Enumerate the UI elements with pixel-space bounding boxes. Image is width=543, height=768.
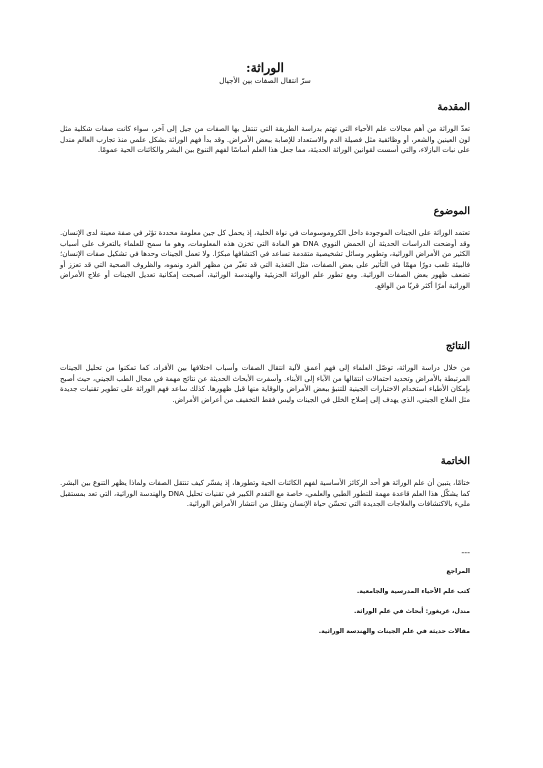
section-heading: الموضوع (433, 206, 470, 217)
references-heading: المراجع (446, 568, 470, 575)
section-results (60, 341, 470, 405)
reference-item: كتب علم الأحياء المدرسية والجامعية. (356, 588, 470, 595)
reference-item: مندل، غريغور: أبحاث في علم الوراثة. (353, 608, 470, 615)
reference-item: مقالات حديثة في علم الجينات والهندسة الوراثية. (318, 628, 470, 635)
section-topic (60, 206, 470, 292)
section-conclusion (60, 456, 470, 510)
section-paragraph: تعتمد الوراثة على الجينات الموجودة داخل الكروموسومات في نواة الخلية، إذ يحمل كل جين معلومة محددة تؤثر في صفة معينة لدى الإنسان. وقد أوضحت الدراسات الحديثة أن الحمض النووي DNA هو المادة التي تخزن هذه المعلومات، وهو ما سمح للعلماء بالتعرف على أسباب الكثير من الأمراض الوراثية، وتطوير وسائل تشخيصية متقدمة تساعد في اكتشافها مبكرًا. ولا تعمل الجينات وحدها في تشكيل صفات الإنسان؛ فالبيئة تلعب دورًا مهمًا في التأثير على بعض الصفات، مثل التغذية التي قد تغيّر من مظهر الفرد ونموه، والظروف الصحية التي قد تعزز أو تضعف ظهور بعض الصفات الوراثية. ومع تطور علم الوراثة الجزيئية والهندسة الوراثية، أصبحت إمكانية تعديل الجينات أو علاج الأمراض الوراثية أمرًا أكثر قربًا من الواقع. (60, 228, 470, 290)
document-title: الوراثة: (245, 60, 285, 75)
section-introduction (60, 102, 470, 156)
section-heading: المقدمة (437, 102, 470, 113)
references-list (60, 588, 470, 636)
section-heading: الخاتمة (440, 456, 470, 467)
section-heading: النتائج (445, 341, 470, 352)
references-block (60, 568, 470, 648)
section-paragraph: من خلال دراسة الوراثة، توصّل العلماء إلى فهم أعمق لآلية انتقال الصفات وأسباب اختلافها بين الأفراد، كما تمكنوا من تحليل الجينات المرتبطة بالأمراض وتحديد احتمالات انتقالها من الآباء إلى الأبناء. وأسفرت الأبحاث الحديثة عن نتائج مهمة في مجال الطب الجيني، حيث أصبح بإمكان الأطباء استخدام الاختبارات الجينية للتنبؤ ببعض الأمراض والوقاية منها قبل ظهورها. كذلك ساعد فهم الوراثة على تطوير تقنيات جديدة مثل العلاج الجيني، الذي يهدف إلى إصلاح الخلل في الجينات وليس فقط التخفيف من أعراض الأمراض. (60, 363, 470, 404)
document-subtitle: سرّ انتقال الصفات بين الأجيال (219, 76, 311, 85)
title-block (60, 60, 470, 86)
section-paragraph: تعدّ الوراثة من أهم مجالات علم الأحياء التي تهتم بدراسة الطريقة التي تنتقل بها الصفات من جيل إلى آخر، سواء كانت صفات شكلية مثل لون العينين والشعر، أو وظائفية مثل فصيلة الدم والاستعداد للإصابة ببعض الأمراض. وقد بدأ فهم الوراثة بشكل علمي منذ تجارب العالم مندل على نبات البازلاء، والتي أسست لقوانين الوراثة الحديثة، مما جعل هذا العلم أساسًا لفهم التنوع بين البشر والكائنات الحية عمومًا. (60, 124, 470, 155)
section-separator: --- (461, 548, 470, 557)
section-paragraph: ختامًا، يتبين أن علم الوراثة هو أحد الركائز الأساسية لفهم الكائنات الحية وتطورها، إذ يفسّر كيف تنتقل الصفات ولماذا يظهر التنوع بين البشر. كما يشكّل هذا العلم قاعدة مهمة للتطور الطبي والعلمي، خاصة مع التقدم الكبير في تقنيات تحليل DNA والهندسة الوراثية، التي تعد بمستقبل مليء بالاكتشافات والعلاجات الجديدة التي تحسّن حياة الإنسان وتقلل من انتشار الأمراض الوراثية. (60, 478, 470, 509)
